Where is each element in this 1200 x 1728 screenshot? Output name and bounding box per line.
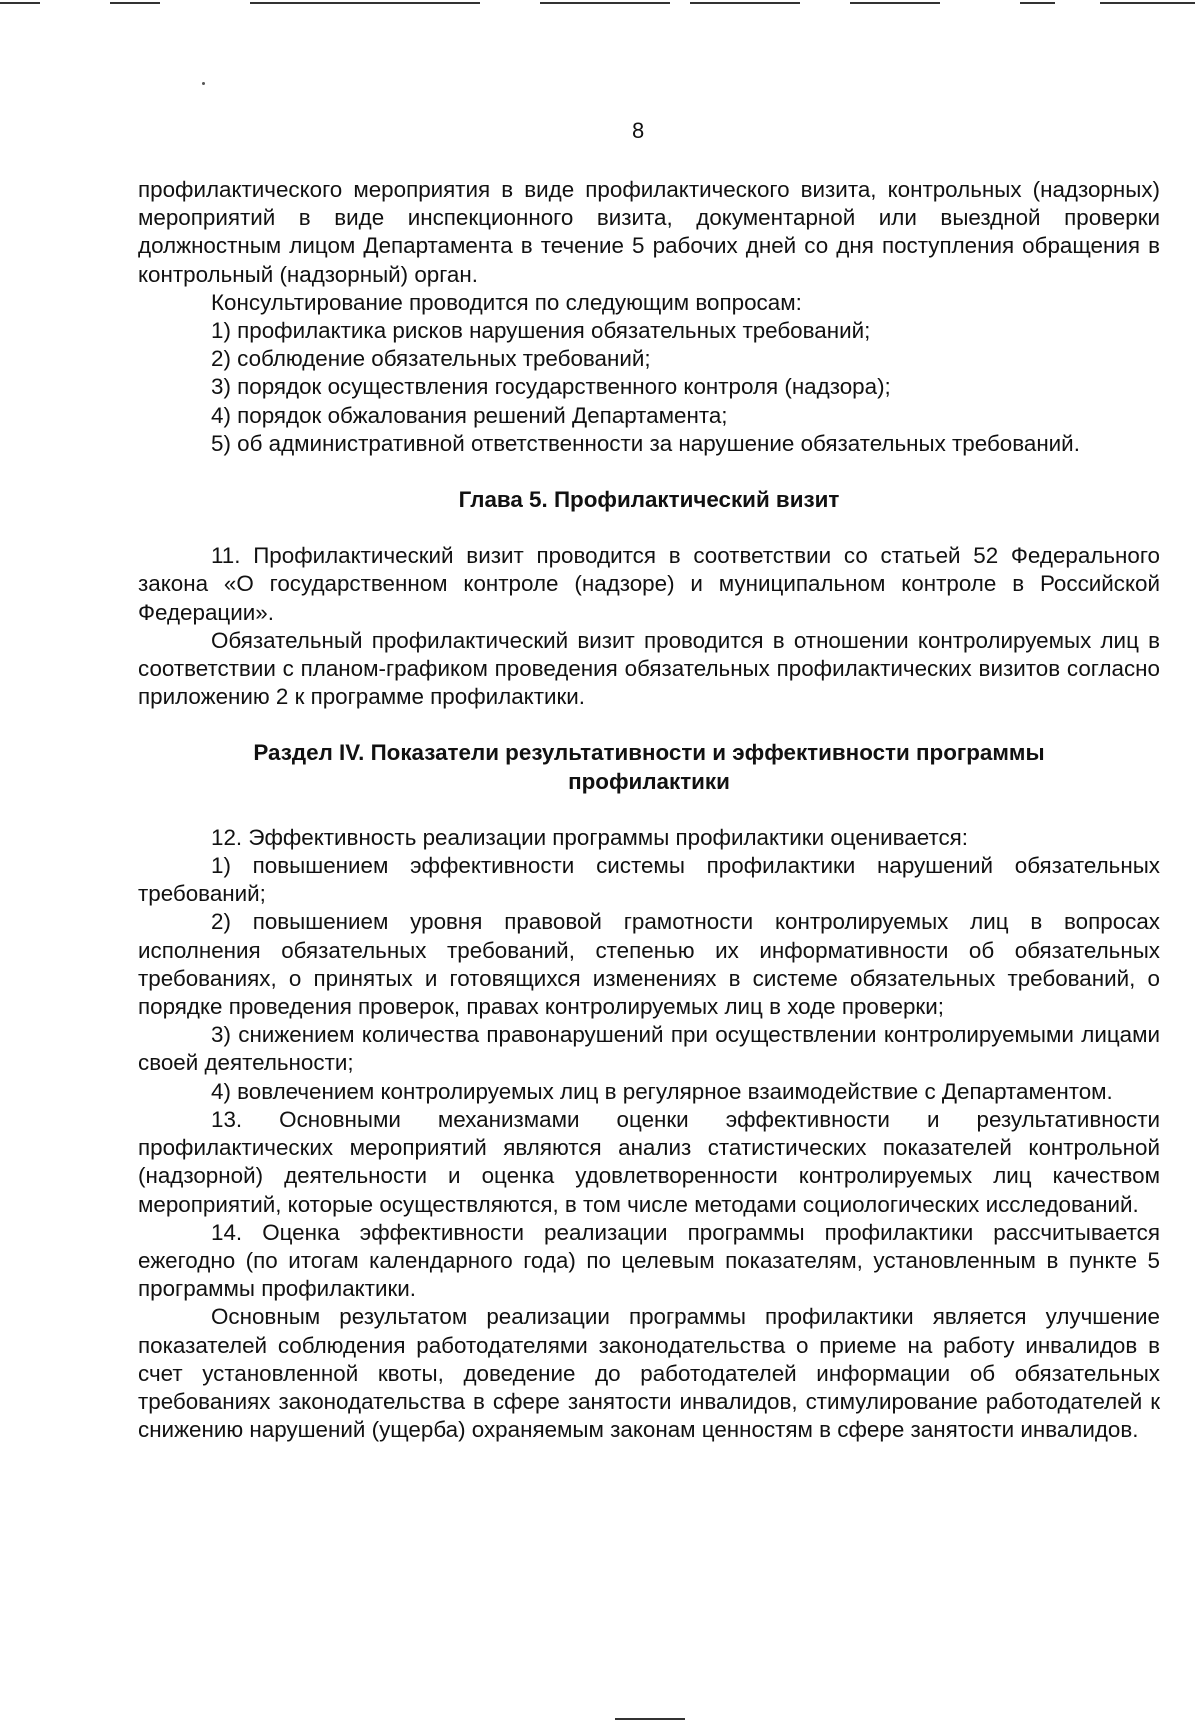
list-item: 2) повышением уровня правовой грамотности контролируемых лиц в вопросах исполнения обязательных требований, степенью их информативности об обязательных требованиях, о принятых и готовящихся изменениях в системе обязательных требований, о порядке проведения проверок, правах контролируемых лиц в ходе проверки; (138, 909, 1160, 1020)
list-item: 5) об административной ответственности за нарушение обязательных требований. (211, 430, 1080, 456)
section-heading (138, 739, 1160, 795)
list-item: 2) соблюдение обязательных требований; (211, 346, 651, 372)
scan-edge-artifacts (0, 0, 1200, 8)
list-item: 3) снижением количества правонарушений при осуществлении контролируемыми лицами своей деятельности; (138, 1022, 1160, 1076)
document-body (138, 176, 1160, 1444)
section-heading-line: профилактики (568, 768, 730, 794)
paragraph: профилактического мероприятия в виде профилактического визита, контрольных (надзорных) мероприятий в виде инспекционного визита, документарной или выездной проверки должностным лицом Департамента в течение 5 рабочих дней со дня поступления обращения в контрольный (надзорный) орган. (138, 177, 1160, 287)
paragraph: 13. Основными механизмами оценки эффективности и результативности профилактических мероприятий являются анализ статистических показателей контрольной (надзорной) деятельности и оценка удовлетворенности контролируемых лиц качеством мероприятий, которые осуществляются, в том числе методами социологических исследований. (138, 1106, 1160, 1217)
scan-bottom-mark (615, 1718, 685, 1720)
list-item: 1) повышением эффективности системы профилактики нарушений обязательных требований; (138, 853, 1160, 907)
chapter-heading: Глава 5. Профилактический визит (458, 487, 840, 513)
scan-speck (202, 82, 205, 85)
paragraph: Основным результатом реализации программы профилактики является улучшение показателей соблюдения работодателями законодательства о приеме на работу инвалидов в счет установленной квоты, доведение до работодателей информации об обязательных требованиях законодательства в сфере занятости инвалидов, стимулирование работодателей к снижению нарушений (ущерба) охраняемым законам ценностям в сфере занятости инвалидов. (138, 1304, 1160, 1443)
paragraph: 12. Эффективность реализации программы профилактики оценивается: (211, 824, 969, 850)
paragraph: 14. Оценка эффективности реализации программы профилактики рассчитывается ежегодно (по итогам календарного года) по целевым показателям, установленным в пункте 5 программы профилактики. (138, 1219, 1160, 1302)
paragraph: Консультирование проводится по следующим вопросам: (211, 289, 802, 315)
paragraph: 11. Профилактический визит проводится в соответствии со статьей 52 Федерального закона «О государственном контроле (надзоре) и муниципальном контроле в Российской Федерации». (138, 543, 1160, 625)
section-heading-line: Раздел IV. Показатели результативности и эффективности программы (253, 740, 1045, 766)
paragraph: Обязательный профилактический визит проводится в отношении контролируемых лиц в соответствии с планом-графиком проведения обязательных профилактических визитов согласно приложению 2 к программе профилактики. (138, 627, 1160, 710)
list-item: 3) порядок осуществления государственного контроля (надзора); (211, 374, 891, 400)
list-item: 4) порядок обжалования решений Департамента; (211, 402, 728, 428)
list-item: 4) вовлечением контролируемых лиц в регулярное взаимодействие с Департаментом. (211, 1078, 1113, 1104)
page-number: 8 (632, 118, 645, 143)
list-item: 1) профилактика рисков нарушения обязательных требований; (211, 318, 871, 344)
